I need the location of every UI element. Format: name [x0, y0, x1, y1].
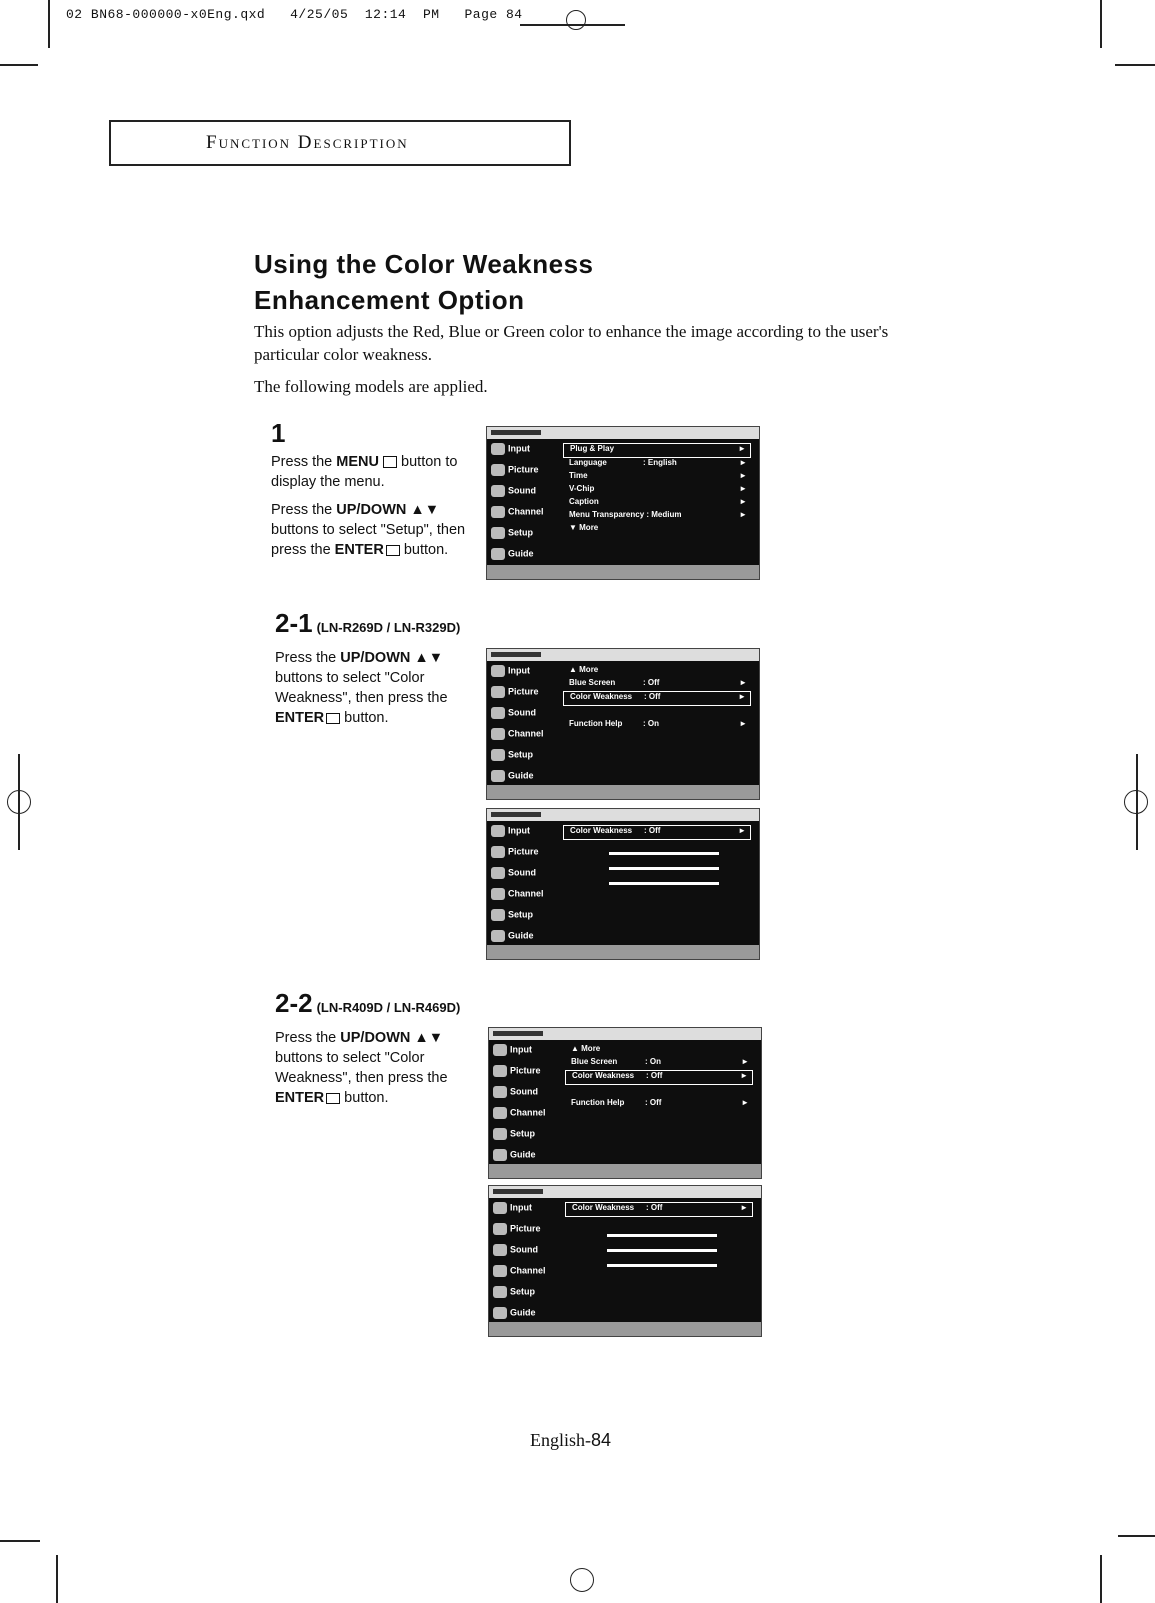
- menu-row: Function Help : Off ►: [571, 1098, 749, 1107]
- footer-prefix: English-: [530, 1430, 591, 1450]
- text-run: button.: [340, 710, 389, 726]
- enter-key-icon: [326, 1093, 340, 1104]
- registration-mark: [566, 10, 586, 30]
- menu-row: Menu Transparency : Medium ►: [569, 510, 747, 519]
- print-slug: 02 BN68-000000-x0Eng.qxd 4/25/05 12:14 PM Page 84: [66, 7, 523, 22]
- color-adjust-bar: [609, 867, 719, 870]
- updown-key: UP/DOWN ▲▼: [336, 502, 440, 518]
- text-run: Press the: [271, 502, 337, 518]
- text-run: Press the: [275, 650, 341, 666]
- menu-row-selected: Color Weakness : Off ►: [563, 691, 751, 706]
- sidebar-item-channel: Channel: [489, 1107, 561, 1128]
- enter-key-icon: [326, 713, 340, 724]
- color-adjust-bar: [607, 1249, 717, 1252]
- color-adjust-bar: [607, 1234, 717, 1237]
- sidebar-item-guide: Guide: [489, 1149, 561, 1170]
- intro-paragraph: This option adjusts the Red, Blue or Green color to enhance the image according to the user's particular color weakness.: [254, 322, 889, 364]
- menu-row-selected: Color Weakness : Off ►: [563, 825, 751, 840]
- color-adjust-bar: [607, 1264, 717, 1267]
- sidebar-item-picture: Picture: [487, 846, 559, 867]
- menu-sidebar: [489, 1202, 561, 1328]
- title-line-2: Enhancement Option: [254, 285, 525, 315]
- sidebar-item-setup: Setup: [487, 749, 559, 770]
- sidebar-item-input: Input: [489, 1202, 561, 1223]
- menu-sidebar: [487, 665, 559, 791]
- screen-title-bar: [489, 1186, 761, 1198]
- sidebar-item-sound: Sound: [487, 485, 559, 506]
- sidebar-item-input: Input: [487, 825, 559, 846]
- sidebar-item-guide: Guide: [487, 770, 559, 791]
- screen-title-bar: [487, 427, 759, 439]
- crop-mark: [48, 0, 50, 48]
- footer-page-number: 84: [591, 1430, 612, 1450]
- crop-mark: [0, 1540, 40, 1542]
- menu-row: Caption ►: [569, 497, 747, 506]
- sidebar-item-setup: Setup: [489, 1128, 561, 1149]
- screen-help-bar: [487, 945, 759, 959]
- text-run: button.: [340, 1090, 389, 1106]
- sidebar-item-guide: Guide: [487, 548, 559, 569]
- step-2-1-paragraph: [275, 648, 475, 728]
- menu-rows: [563, 825, 751, 840]
- page-title: [254, 246, 594, 318]
- menu-sidebar: [487, 443, 559, 569]
- crop-mark: [1100, 1555, 1102, 1603]
- color-adjust-bar: [609, 852, 719, 855]
- step-1-text: [271, 452, 471, 568]
- text-run: buttons to select "Setup", then press the: [271, 522, 466, 558]
- menu-row-selected: Plug & Play ►: [563, 443, 751, 458]
- sidebar-item-channel: Channel: [489, 1265, 561, 1286]
- registration-mark: [1124, 790, 1148, 814]
- tv-menu-screenshot-color-weakness: [486, 648, 760, 800]
- sidebar-item-sound: Sound: [489, 1086, 561, 1107]
- section-header-box: [109, 120, 571, 166]
- menu-row-selected: Color Weakness : Off ►: [565, 1070, 753, 1085]
- step-2-2-paragraph: [275, 1028, 475, 1108]
- step-1-paragraph-1: [271, 452, 471, 492]
- step-2-2-text: [275, 1028, 475, 1116]
- sidebar-item-picture: Picture: [487, 464, 559, 485]
- sidebar-item-picture: Picture: [489, 1065, 561, 1086]
- menu-key: MENU: [336, 454, 379, 470]
- tv-menu-screenshot-color-weakness-2: [488, 1027, 762, 1179]
- step-2-1-models: (LN-R269D / LN-R329D): [316, 620, 461, 635]
- sidebar-item-guide: Guide: [487, 930, 559, 951]
- sidebar-item-channel: Channel: [487, 728, 559, 749]
- tv-menu-screenshot-color-weakness-submenu-2: [488, 1185, 762, 1337]
- sidebar-item-sound: Sound: [487, 707, 559, 728]
- menu-rows: [563, 665, 751, 732]
- menu-row: Blue Screen : Off ►: [569, 678, 747, 687]
- color-adjust-bar: [609, 882, 719, 885]
- menu-key-icon: [383, 456, 397, 468]
- menu-row: ▲ More: [571, 1044, 601, 1053]
- step-1-paragraph-2: [271, 500, 471, 560]
- menu-row: [563, 706, 751, 719]
- step-2-1-heading: [275, 608, 460, 639]
- models-line: The following models are applied.: [254, 377, 488, 396]
- tv-menu-screenshot-color-weakness-submenu: [486, 808, 760, 960]
- text-run: button.: [399, 542, 449, 558]
- screen-title-bar: [487, 809, 759, 821]
- sidebar-item-input: Input: [487, 443, 559, 464]
- updown-key: UP/DOWN ▲▼: [340, 650, 444, 666]
- step-2-2-heading: [275, 988, 460, 1019]
- registration-mark: [570, 1568, 594, 1592]
- step-2-1-number: 2-1: [275, 608, 313, 638]
- text-run: buttons to select "Color Weakness", then press the: [275, 1050, 448, 1086]
- sidebar-item-guide: Guide: [489, 1307, 561, 1328]
- screen-help-bar: [487, 785, 759, 799]
- enter-key: ENTER: [334, 542, 384, 558]
- screen-help-bar: [489, 1164, 761, 1178]
- menu-rows: [563, 443, 751, 536]
- step-2-1-text: [275, 648, 475, 736]
- crop-mark: [1115, 64, 1155, 66]
- menu-row: [565, 1085, 753, 1098]
- tv-menu-screenshot-setup: [486, 426, 760, 580]
- sidebar-item-picture: Picture: [487, 686, 559, 707]
- crop-mark: [0, 64, 38, 66]
- crop-mark: [56, 1555, 58, 1603]
- crop-mark: [1100, 0, 1102, 48]
- step-2-2-number: 2-2: [275, 988, 313, 1018]
- sidebar-item-channel: Channel: [487, 506, 559, 527]
- slug-rule: [520, 24, 625, 26]
- text-run: Press the: [271, 454, 337, 470]
- menu-row: V-Chip ►: [569, 484, 747, 493]
- screen-title-bar: [489, 1028, 761, 1040]
- menu-rows: [565, 1044, 753, 1111]
- menu-row: Language : English ►: [569, 458, 747, 467]
- page-footer: [530, 1430, 611, 1451]
- menu-row: Blue Screen : On ►: [571, 1057, 749, 1066]
- step-1-number: 1: [271, 418, 286, 448]
- enter-key-icon: [386, 545, 400, 556]
- updown-key: UP/DOWN ▲▼: [340, 1030, 444, 1046]
- menu-row-selected: Color Weakness : Off ►: [565, 1202, 753, 1217]
- sidebar-item-sound: Sound: [487, 867, 559, 888]
- sidebar-item-sound: Sound: [489, 1244, 561, 1265]
- step-2-2-models: (LN-R409D / LN-R469D): [316, 1000, 461, 1015]
- enter-key: ENTER: [275, 1090, 325, 1106]
- menu-row: ▲ More: [569, 665, 599, 674]
- sidebar-item-setup: Setup: [487, 527, 559, 548]
- screen-title-bar: [487, 649, 759, 661]
- menu-row: Time ►: [569, 471, 747, 480]
- text-run: buttons to select "Color Weakness", then press the: [275, 670, 448, 706]
- title-line-1: Using the Color Weakness: [254, 249, 594, 279]
- menu-sidebar: [489, 1044, 561, 1170]
- menu-row: Function Help : On ►: [569, 719, 747, 728]
- sidebar-item-channel: Channel: [487, 888, 559, 909]
- sidebar-item-input: Input: [489, 1044, 561, 1065]
- screen-help-bar: [489, 1322, 761, 1336]
- sidebar-item-picture: Picture: [489, 1223, 561, 1244]
- menu-row: ▼ More: [569, 523, 599, 532]
- crop-mark: [1118, 1535, 1155, 1537]
- sidebar-item-setup: Setup: [487, 909, 559, 930]
- section-header: Function Description: [206, 132, 409, 153]
- menu-rows: [565, 1202, 753, 1217]
- text-run: button to display the menu.: [271, 454, 458, 490]
- sidebar-item-setup: Setup: [489, 1286, 561, 1307]
- sidebar-item-input: Input: [487, 665, 559, 686]
- enter-key: ENTER: [275, 710, 325, 726]
- text-run: Press the: [275, 1030, 341, 1046]
- screen-help-bar: [487, 565, 759, 579]
- registration-mark: [7, 790, 31, 814]
- menu-sidebar: [487, 825, 559, 951]
